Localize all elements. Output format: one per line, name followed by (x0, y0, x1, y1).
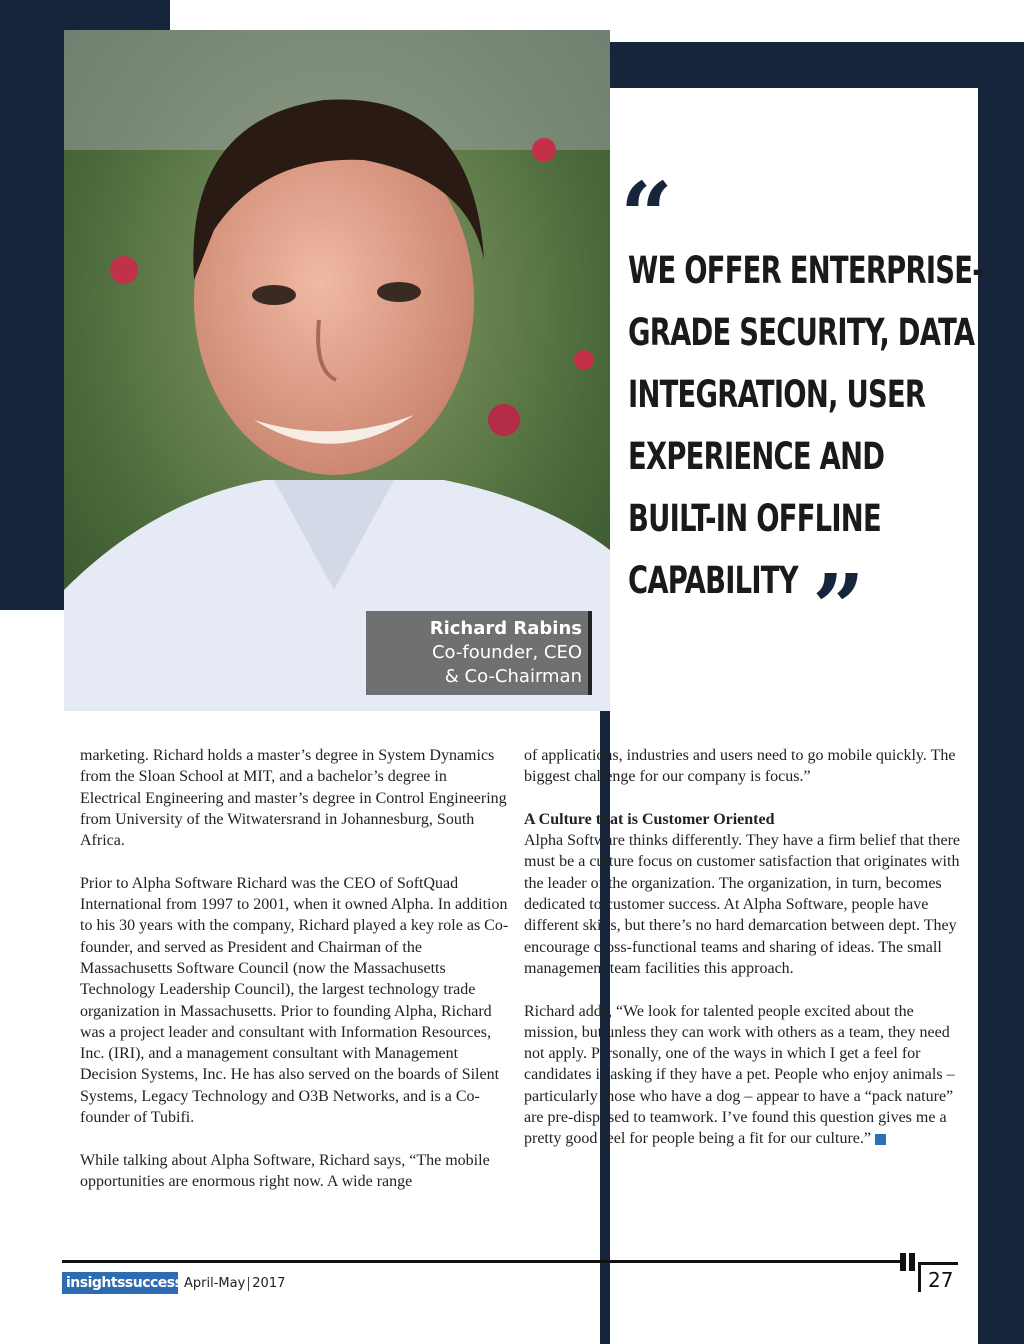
caption-role-line2: & Co-Chairman (444, 666, 582, 687)
caption-name: Richard Rabins (429, 618, 582, 639)
article-column-right (524, 745, 964, 1171)
portrait-photo (64, 30, 610, 711)
paragraph (524, 1001, 964, 1150)
paragraph: marketing. Richard holds a master’s degree in System Dynamics from the Sloan School at MIT, and a bachelor’s degree in Electrical Engineering and master’s degree in Control Engineering from University of the Witwatersrand in Johannesburg, South Africa. (80, 747, 507, 850)
issue-month: April-May (184, 1276, 246, 1291)
pull-quote-line: CAPABILITY (628, 559, 798, 602)
end-of-article-icon (875, 1134, 886, 1145)
pull-quote-line: BUILT-IN OFFLINE (628, 497, 881, 540)
footer-rule (62, 1260, 902, 1263)
paragraph: Prior to Alpha Software Richard was the CEO of SoftQuad International from 1997 to 2001, when it owned Alpha. In addition to his 30 years with the company, Richard played a key role as Co-founder, and served as President and Chairman of the Massachusetts Software Council (now the Massachusetts Technology Leadership Council), the largest technology trade organization in Massachusetts. Prior to founding Alpha, Richard was a project leader and consultant with Information Resources, Inc. (IRI), and a management consultant with Management Decision Systems, Inc. He has also served on the boards of Silent Systems, Legacy Technology and O3B Networks, and is a Co-founder of Tubifi. (80, 874, 509, 1127)
close-quote-mark: ” (812, 554, 865, 662)
magazine-logo: insightssuccess (62, 1272, 178, 1294)
paragraph: of applications, industries and users need to go mobile quickly. The biggest challenge for our company is focus.” (524, 747, 956, 786)
paragraph-text: Richard adds, “We look for talented people excited about the mission, but unless they can work with others as a team, they need not apply. Personally, one of the ways in which I get a feel for candidates is asking if they have a pet. People who enjoy animals – particularly those who have a dog – appear to have a “pack nature” are pre-disposed to teamwork. I’ve found this question gives me a pretty good feel for people being a fit for our culture.” (524, 1002, 955, 1148)
issue-year: 2017 (252, 1276, 286, 1291)
caption-role-line1: Co-founder, CEO (431, 642, 582, 663)
pull-quote-line: WE OFFER ENTERPRISE- (628, 249, 983, 292)
pull-quote-line: EXPERIENCE AND (628, 435, 885, 478)
paragraph: While talking about Alpha Software, Richard says, “The mobile opportunities are enormous right now. A wide range (80, 1151, 490, 1190)
pull-quote-line: INTEGRATION, USER (628, 373, 926, 416)
page-number: 27 (928, 1268, 954, 1292)
issue-date (184, 1276, 285, 1291)
open-quote-mark: “ (620, 162, 673, 270)
portrait-illustration (64, 30, 610, 711)
paragraph: Alpha Software thinks differently. They have a firm belief that there must be a culture focus on customer satisfaction that originates with the leader of the organization. The organization, in turn, becomes dedicated to customer success. At Alpha Software, people have different skills, but there’s no hard demarcation between dept. They encourage cross-functional teams and sharing of ideas. The small management team facilities this approach. (524, 832, 960, 977)
issue-separator (248, 1277, 249, 1291)
section-heading: A Culture that is Customer Oriented (524, 810, 775, 828)
photo-caption (366, 611, 592, 695)
article-column-left (80, 745, 510, 1214)
pull-quote-line: GRADE SECURITY, DATA (628, 311, 975, 354)
